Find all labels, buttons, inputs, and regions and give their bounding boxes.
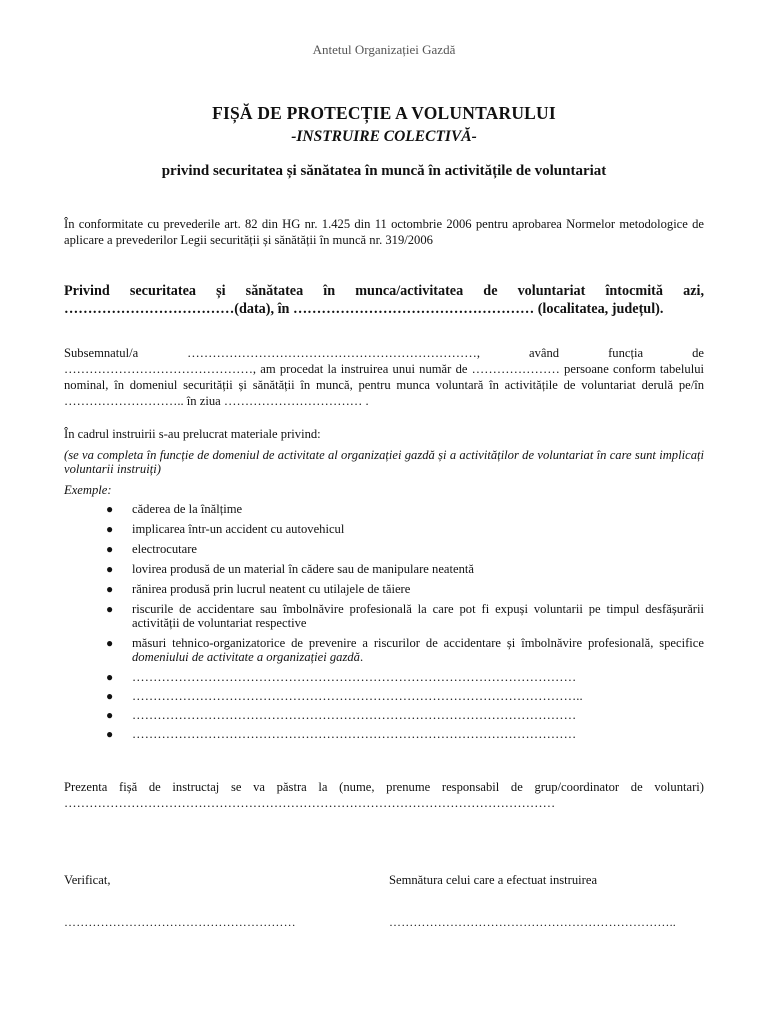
blank-list-item: ● …………………………………………………………………………………………… bbox=[106, 708, 577, 722]
materials-intro: În cadrul instruirii s-au prelucrat materiale privind: bbox=[64, 427, 321, 441]
list-item: ● căderea de la înălțime bbox=[106, 502, 243, 516]
storage-paragraph: Prezenta fișă de instructaj se va păstra la (nume, prenume responsabil de grup/coordinator de voluntari) ……………………………………………………………………………………………………… bbox=[64, 780, 704, 810]
document-subtitle: -INSTRUIRE COLECTIVĂ- bbox=[291, 128, 477, 145]
undersigned-paragraph: Subsemnatul/a ……………………………………………………………, având funcția de ………………………………………, am procedat la instruirea unui număr de ………………… persoane conform tabelului nominal, în domeniul securității și sănătății în muncă, pentru munca voluntară în activitățile de voluntariat derulă pe/în ……………………….. în ziua …………………………… . bbox=[64, 346, 704, 408]
bullet-icon: ● bbox=[106, 636, 114, 650]
list-item: ● electrocutare bbox=[106, 542, 198, 556]
examples-label: Exemple: bbox=[64, 483, 112, 497]
bullet-icon: ● bbox=[106, 522, 114, 536]
bullet-icon: ● bbox=[106, 727, 114, 741]
list-item: ● rănirea produsă prin lucrul neatent cu utilajele de tăiere bbox=[106, 582, 411, 596]
completion-instructions: (se va completa în funcție de domeniul de activitate al organizației gazdă și a activităților de voluntariat în care sunt implicați voluntarii instruiți) bbox=[64, 448, 704, 476]
verified-signature-line: ………………………………………………… bbox=[64, 915, 296, 929]
bullet-icon: ● bbox=[106, 689, 114, 703]
bullet-icon: ● bbox=[106, 582, 114, 596]
blank-list-item: ● …………………………………………………………………………………………….. bbox=[106, 689, 583, 703]
list-item: ● măsuri tehnico-organizatorice de prevenire a riscurilor de accidentare și îmbolnăvire profesională, specifice domeniului de activitate a organizației gazdă. bbox=[106, 636, 704, 664]
list-item: ● implicarea într-un accident cu autovehicul bbox=[106, 522, 345, 536]
legal-basis-paragraph: În conformitate cu prevederile art. 82 din HG nr. 1.425 din 11 octombrie 2006 pentru aprobarea Normelor metodologice de aplicare a prevederilor Legii securității și sănătății în muncă nr. 319/2006 bbox=[64, 217, 704, 247]
date-location-paragraph: Privind securitatea și sănătatea în munca/activitatea de voluntariat întocmită azi, ………………………………(data), în …………………………………………… (localitatea, județul). bbox=[64, 283, 704, 317]
list-item: ● lovirea produsă de un material în cădere sau de manipulare neatentă bbox=[106, 562, 474, 576]
document-subject: privind securitatea și sănătatea în muncă în activitățile de voluntariat bbox=[161, 163, 607, 179]
blank-list-item: ● …………………………………………………………………………………………… bbox=[106, 727, 577, 741]
bullet-icon: ● bbox=[106, 670, 114, 684]
list-item: ● riscurile de accidentare sau îmbolnăvire profesională la care pot fi expuși voluntarii pe timpul desfășurării activității de voluntariat respective bbox=[106, 602, 704, 630]
risk-examples-list bbox=[106, 502, 704, 746]
bullet-icon: ● bbox=[106, 602, 114, 616]
bullet-icon: ● bbox=[106, 562, 114, 576]
bullet-icon: ● bbox=[106, 708, 114, 722]
document-title: FIȘĂ DE PROTECȚIE A VOLUNTARULUI bbox=[212, 103, 556, 123]
bullet-icon: ● bbox=[106, 542, 114, 556]
instructor-signature-label: Semnătura celui care a efectuat instruirea bbox=[389, 873, 598, 887]
host-organization-header: Antetul Organizației Gazdă bbox=[312, 42, 456, 57]
bullet-icon: ● bbox=[106, 502, 114, 516]
verified-label: Verificat, bbox=[64, 873, 111, 887]
instructor-signature-line: …………………………………………………………….. bbox=[389, 915, 676, 929]
blank-list-item: ● …………………………………………………………………………………………… bbox=[106, 670, 577, 684]
